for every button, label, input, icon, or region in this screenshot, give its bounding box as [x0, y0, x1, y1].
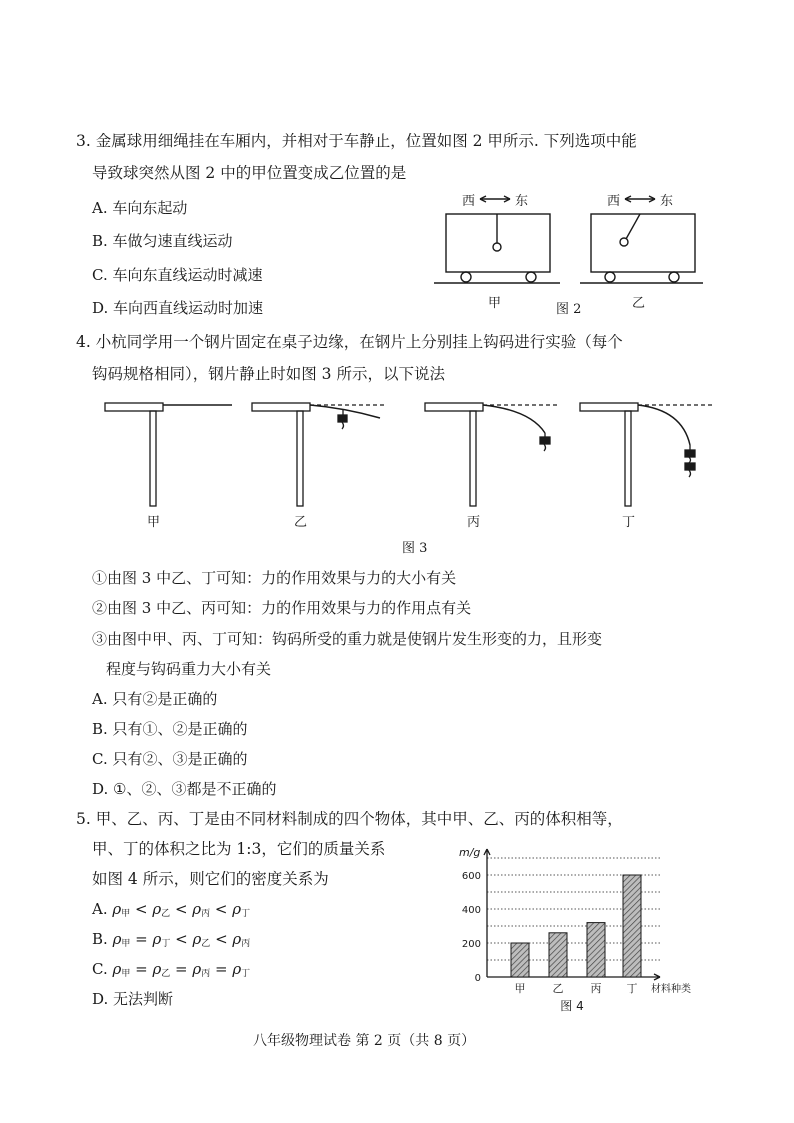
fig3-label-d: 丁 [622, 515, 636, 530]
fig2-label-a: 甲 [488, 296, 502, 311]
y-tick-label: 0 [474, 973, 481, 984]
x-tick-label: 甲 [514, 982, 526, 995]
fig3-label-a: 甲 [147, 515, 161, 530]
q4-statement-3-cont: 程度与钩码重力大小有关 [106, 660, 272, 678]
q4-stem-line1: 4. 小杭同学用一个钢片固定在桌子边缘，在钢片上分别挂上钩码进行实验（每个 [76, 333, 623, 351]
q5-option-b[interactable]: B. $\rho_甲 = \rho_丁 < \rho_乙 < \rho_丙$ [92, 930, 251, 949]
q5-option-d[interactable]: D. 无法判断 [92, 990, 174, 1008]
q5-stem-line1: 5. 甲、乙、丙、丁是由不同材料制成的四个物体，其中甲、乙、丙的体积相等， [76, 810, 623, 828]
q3-stem-line1: 3. 金属球用细绳挂在车厢内，并相对于车静止，位置如图 2 甲所示. 下列选项中能 [76, 132, 637, 150]
fig2-east-b: 东 [660, 194, 674, 209]
y-axis-label: m/g [459, 846, 481, 859]
q4-statement-3: ③由图中甲、丙、丁可知：钩码所受的重力就是使钢片发生形变的力，且形变 [92, 630, 603, 648]
fig2-east-a: 东 [515, 194, 529, 209]
y-tick-label: 600 [461, 871, 481, 882]
q3-option-c[interactable]: C. 车向东直线运动时减速 [92, 266, 263, 284]
q3-stem-line2: 导致球突然从图 2 中的甲位置变成乙位置的是 [92, 164, 407, 182]
q5-option-c[interactable]: C. $\rho_甲 = \rho_乙 = \rho_丙 = \rho_丁$ [92, 960, 251, 979]
bar-乙 [549, 933, 567, 977]
q4-option-c[interactable]: C. 只有②、③是正确的 [92, 750, 248, 768]
chart-title: 图 4 [560, 999, 584, 1013]
fig2-west-a: 西 [462, 194, 476, 209]
q5-stem-line2: 甲、丁的体积之比为 1:3，它们的质量关系 [92, 840, 386, 858]
q4-statement-2: ②由图 3 中乙、丙可知：力的作用效果与力的作用点有关 [92, 599, 472, 617]
fig3-label-b: 乙 [294, 515, 308, 530]
bar-丙 [587, 923, 605, 977]
q4-statement-1: ①由图 3 中乙、丁可知：力的作用效果与力的大小有关 [92, 569, 457, 587]
q3-option-a[interactable]: A. 车向东起动 [92, 199, 188, 217]
fig2-caption: 图 2 [556, 302, 582, 317]
q3-option-b[interactable]: B. 车做匀速直线运动 [92, 232, 233, 250]
fig2-label-b: 乙 [632, 296, 646, 311]
fig3-label-c: 丙 [467, 515, 481, 530]
x-tick-label: 丙 [590, 982, 602, 995]
fig3-caption: 图 3 [402, 541, 428, 556]
fig2-west-b: 西 [607, 194, 621, 209]
q3-option-d[interactable]: D. 车向西直线运动时加速 [92, 299, 264, 317]
x-tick-label: 丁 [626, 982, 638, 995]
q4-stem-line2: 钩码规格相同），钢片静止时如图 3 所示，以下说法 [92, 365, 445, 383]
y-tick-label: 200 [461, 939, 481, 950]
q4-option-b[interactable]: B. 只有①、②是正确的 [92, 720, 248, 738]
bar-甲 [511, 943, 529, 977]
q5-option-a[interactable]: A. $\rho_甲 < \rho_乙 < \rho_丙 < \rho_丁$ [92, 900, 251, 919]
y-tick-label: 400 [461, 905, 481, 916]
q4-option-d[interactable]: D. ①、②、③都是不正确的 [92, 780, 277, 798]
x-axis-label: 材料种类 [651, 984, 691, 995]
q5-stem-line3: 如图 4 所示，则它们的密度关系为 [92, 870, 329, 888]
bar-丁 [623, 875, 641, 977]
q4-option-a[interactable]: A. 只有②是正确的 [92, 690, 218, 708]
page-footer: 八年级物理试卷 第 2 页（共 8 页） [253, 1033, 476, 1049]
x-tick-label: 乙 [552, 982, 564, 995]
